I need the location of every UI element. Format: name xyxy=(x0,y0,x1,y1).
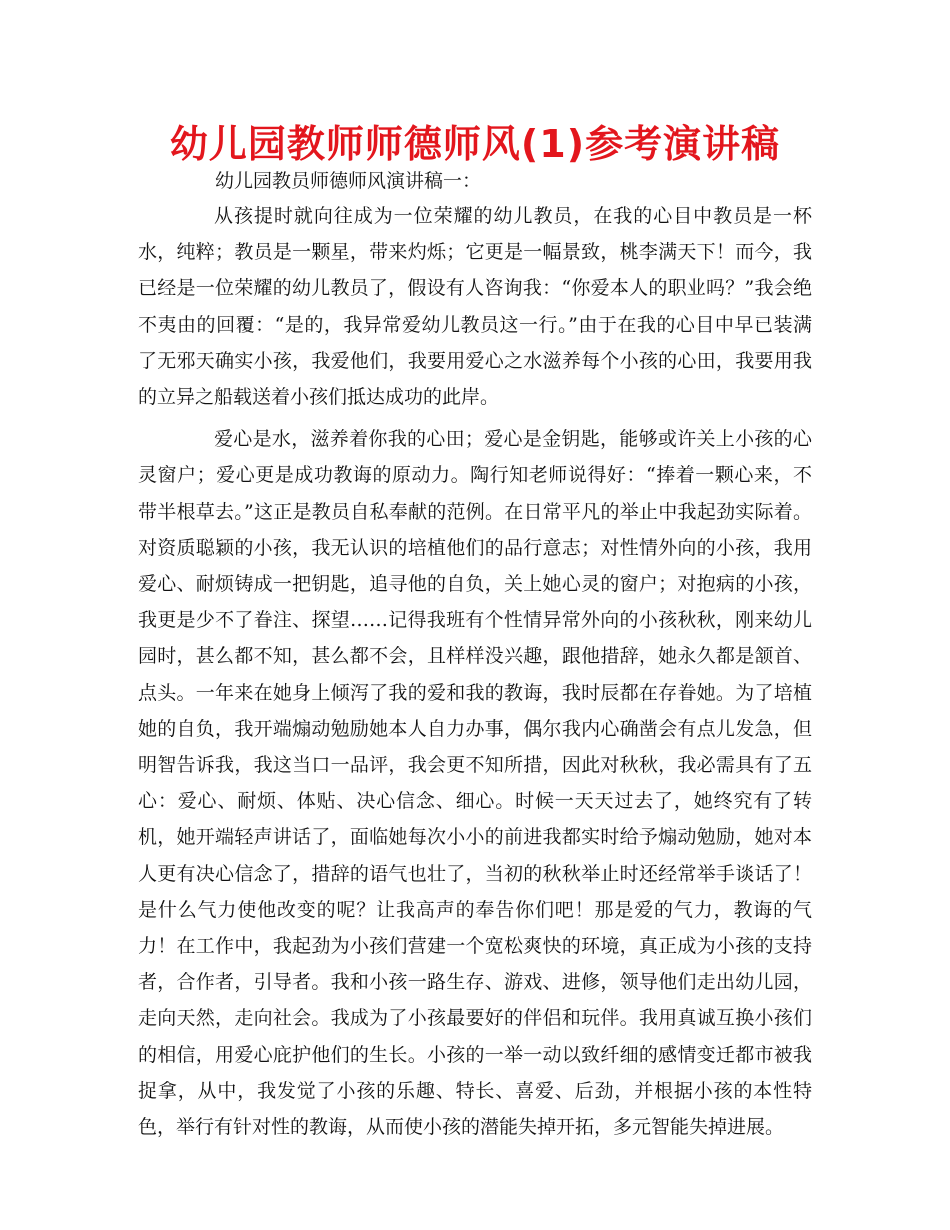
document-title: 幼儿园教师师德师风(1)参考演讲稿 xyxy=(169,122,781,166)
speech-subheading: 幼儿园教员师德师风演讲稿一： xyxy=(215,170,482,192)
document-body xyxy=(138,198,812,1151)
paragraph-1: 从孩提时就向往成为一位荣耀的幼儿教员，在我的心目中教员是一杯水，纯粹；教员是一颗星，带来灼烁；它更是一幅景致，桃李满天下！而今，我已经是一位荣耀的幼儿教员了，假设有人咨询我：“你爱本人的职业吗？”我会绝不夷由的回覆：“是的，我异常爱幼儿教员这一行。”由于在我的心目中早已装满了无邪天确实小孩，我爱他们，我要用爱心之水滋养每个小孩的心田，我要用我的立异之船载送着小孩们抵达成功的此岸。 xyxy=(138,205,812,409)
paragraph-2: 爱心是水，滋养着你我的心田；爱心是金钥匙，能够或许关上小孩的心灵窗户；爱心更是成功教诲的原动力。陶行知老师说得好：“捧着一颗心来，不带半根草去。”这正是教员自私奉献的范例。在日常平凡的举止中我起劲实际着。对资质聪颖的小孩，我无认识的培植他们的品行意志；对性情外向的小孩，我用爱心、耐烦铸成一把钥匙，追寻他的自负，关上她心灵的窗户；对抱病的小孩，我更是少不了眷注、探望……记得我班有个性情异常外向的小孩秋秋，刚来幼儿园时，甚么都不知，甚么都不会，且样样没兴趣，跟他措辞，她永久都是颔首、点头。一年来在她身上倾泻了我的爱和我的教诲，我时辰都在存眷她。为了培植她的自负，我开端煽动勉励她本人自力办事，偶尔我内心确凿会有点儿发急，但明智告诉我，我这当口一品评，我会更不知所措，因此对秋秋，我必需具有了五心：爱心、耐烦、体贴、决心信念、细心。时候一天天过去了，她终究有了转机，她开端轻声讲话了，面临她每次小小的前进我都实时给予煽动勉励，她对本人更有决心信念了，措辞的语气也壮了，当初的秋秋举止时还经常举手谈话了！是什么气力使他改变的呢？让我高声的奉告你们吧！那是爱的气力，教诲的气力！在工作中，我起劲为小孩们营建一个宽松爽快的环境，真正成为小孩的支持者，合作者，引导者。我和小孩一路生存、游戏、进修，领导他们走出幼儿园，走向天然，走向社会。我成为了小孩最要好的伴侣和玩伴。我用真诚互换小孩们的相信，用爱心庇护他们的生长。小孩的一举一动以致纤细的感情变迁都市被我捉拿，从中，我发觉了小孩的乐趣、特长、喜爱、后劲，并根据小孩的本性特色，举行有针对性的教诲，从而使小孩的潜能失掉开拓，多元智能失掉进展。 xyxy=(138,428,812,1139)
